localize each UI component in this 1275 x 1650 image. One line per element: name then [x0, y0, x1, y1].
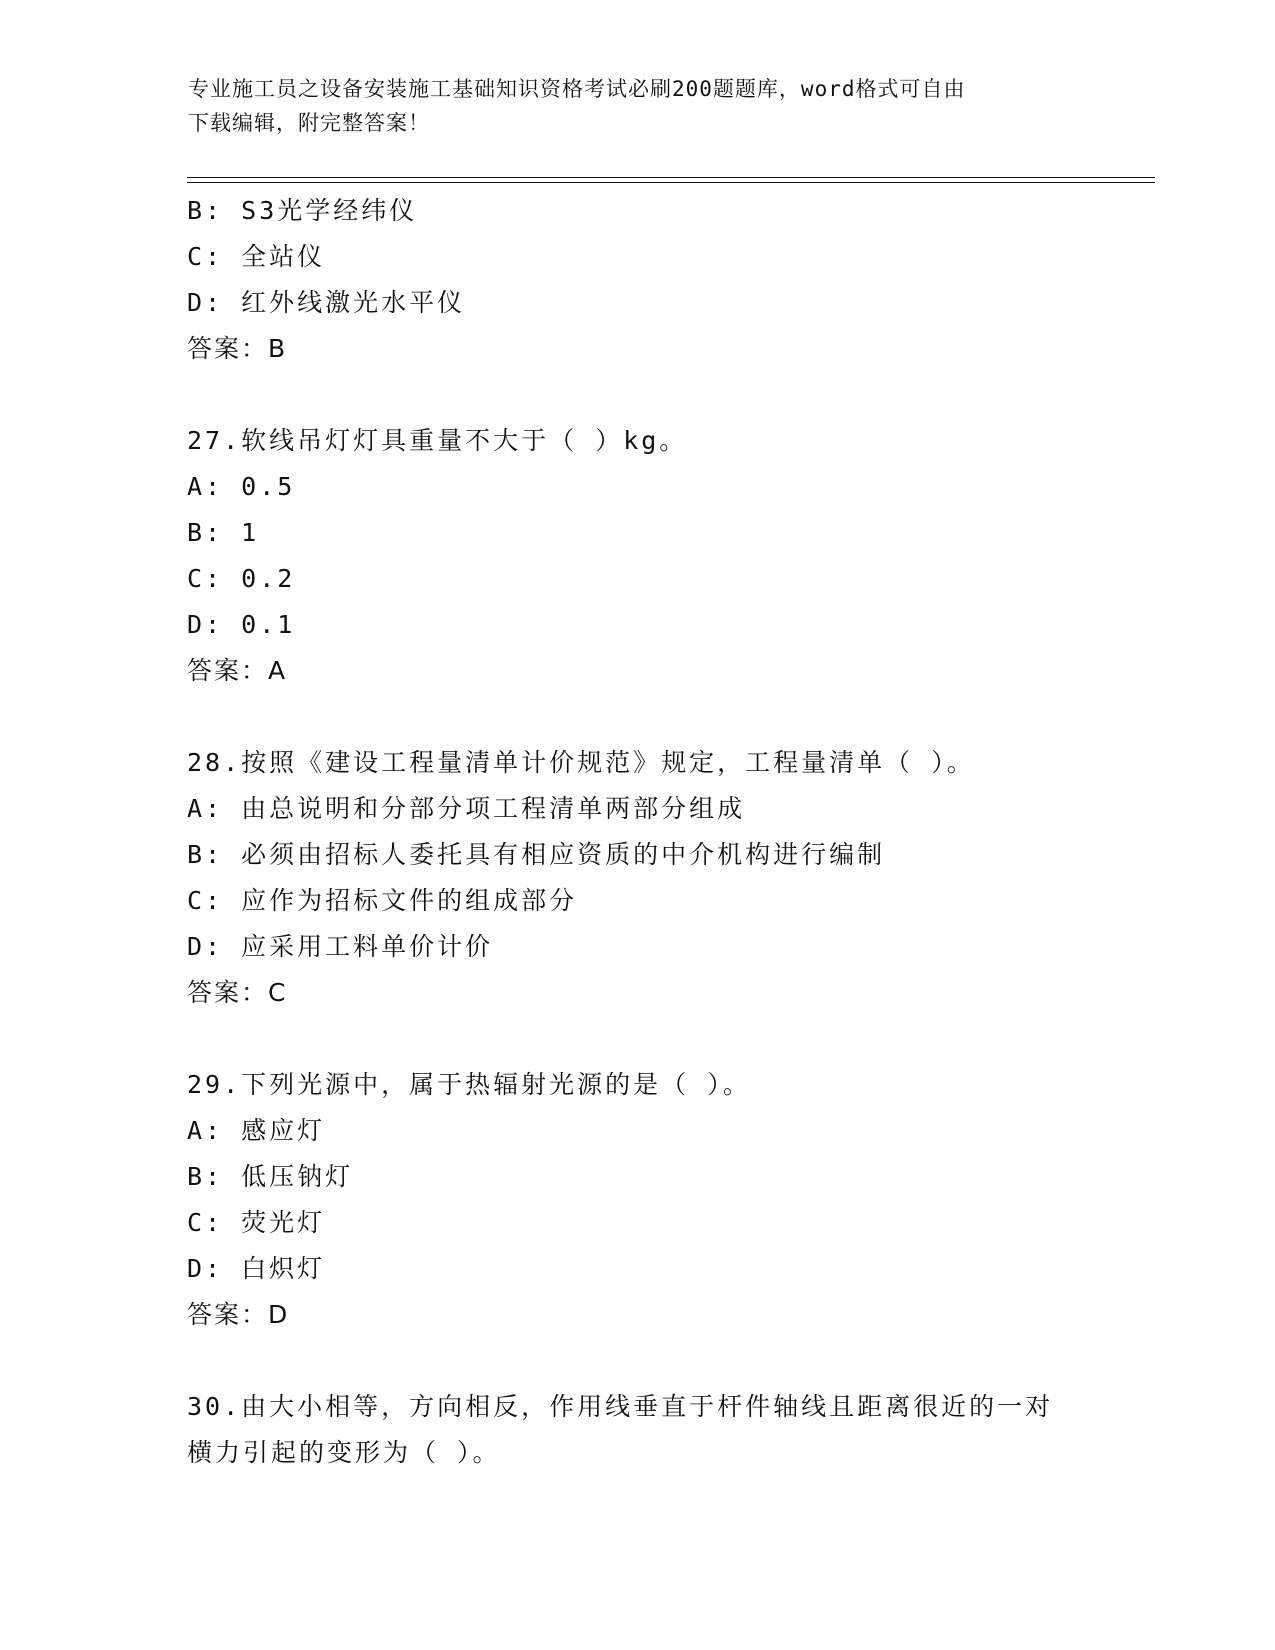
question-stem: 28.按照《建设工程量清单计价规范》规定，工程量清单（ ）。: [187, 748, 975, 777]
spacer: [187, 1338, 1147, 1384]
option-d: D: 应采用工料单价计价: [187, 932, 494, 961]
question-stem-line-2: 横力引起的变形为（ ）。: [187, 1438, 501, 1467]
option-a: A: 感应灯: [187, 1116, 326, 1145]
question-28: [187, 740, 1147, 1016]
option-c: C: 应作为招标文件的组成部分: [187, 886, 578, 915]
question-26-tail: [187, 188, 1147, 372]
question-29: [187, 1062, 1147, 1338]
question-30: [187, 1384, 1147, 1476]
option-c: C: 荧光灯: [187, 1208, 326, 1237]
spacer: [187, 1016, 1147, 1062]
option-c: C: 全站仪: [187, 242, 326, 271]
header-title-line-2: 下载编辑，附完整答案！: [188, 111, 430, 135]
answer-line: 答案：B: [187, 334, 288, 363]
option-a: A: 由总说明和分部分项工程清单两部分组成: [187, 794, 746, 823]
option-c: C: 0.2: [187, 564, 296, 593]
option-b: B: S3光学经纬仪: [187, 196, 418, 225]
answer-line: 答案：C: [187, 978, 288, 1007]
answer-line: 答案：D: [187, 1300, 290, 1329]
option-b: B: 1: [187, 518, 260, 547]
spacer: [187, 694, 1147, 740]
option-a: A: 0.5: [187, 472, 296, 501]
option-d: D: 0.1: [187, 610, 296, 639]
header-divider-top: [187, 177, 1155, 178]
answer-line: 答案：A: [187, 656, 288, 685]
question-stem-line-1: 30.由大小相等，方向相反，作用线垂直于杆件轴线且距离很近的一对: [187, 1392, 1054, 1421]
question-stem: 27.软线吊灯灯具重量不大于（ ）kg。: [187, 426, 688, 455]
option-d: D: 白炽灯: [187, 1254, 326, 1283]
header-divider-bottom: [187, 182, 1155, 183]
option-d: D: 红外线激光水平仪: [187, 288, 466, 317]
header-title-line-1: 专业施工员之设备安装施工基础知识资格考试必刷200题题库，word格式可自由: [188, 77, 966, 101]
document-header: [188, 72, 1068, 140]
question-27: [187, 418, 1147, 694]
spacer: [187, 372, 1147, 418]
option-b: B: 必须由招标人委托具有相应资质的中介机构进行编制: [187, 840, 886, 869]
question-stem: 29.下列光源中，属于热辐射光源的是（ ）。: [187, 1070, 751, 1099]
question-list: [187, 188, 1147, 1476]
option-b: B: 低压钠灯: [187, 1162, 354, 1191]
